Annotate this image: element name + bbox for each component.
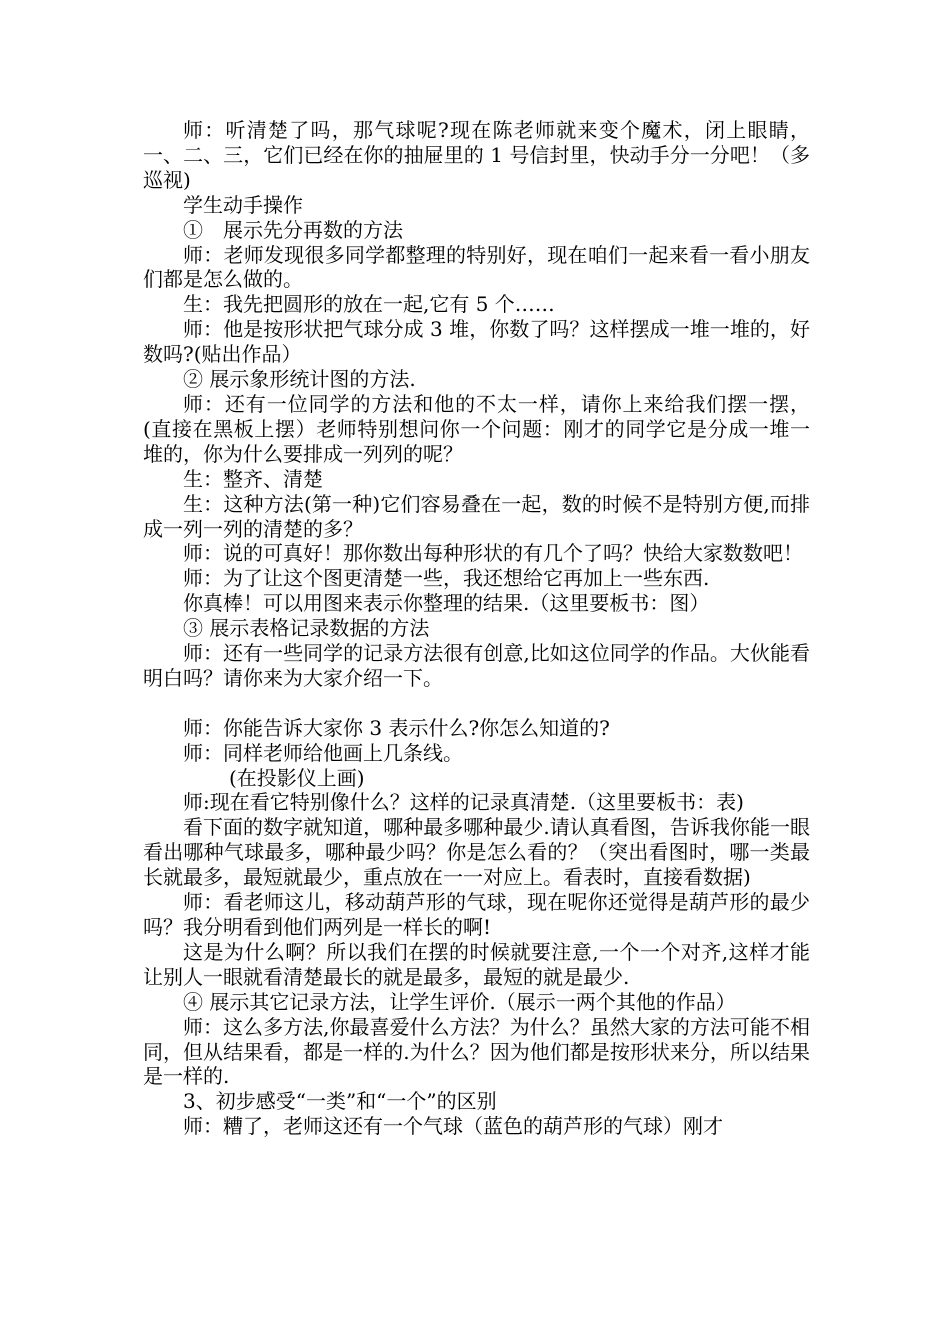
- paragraph: 师：你能告诉大家你 3 表示什么?你怎么知道的?: [183, 715, 610, 740]
- blank-line: [143, 691, 810, 716]
- paragraph: 生：我先把圆形的放在一起,它有 5 个……: [183, 292, 555, 317]
- paragraph: 生：整齐、清楚: [183, 466, 323, 491]
- paragraph: 师：还有一些同学的记录方法很有创意,比如这位同学的作品。大伙能看明白吗？请你来为大家介绍一下。: [143, 641, 810, 690]
- paragraph: ① 展示先分再数的方法: [183, 217, 403, 242]
- paragraph: ③ 展示表格记录数据的方法: [183, 616, 430, 641]
- paragraph: 师：说的可真好！那你数出每种形状的有几个了吗？快给大家数数吧！: [183, 541, 803, 566]
- paragraph: 师：老师发现很多同学都整理的特别好，现在咱们一起来看一看小朋友们都是怎么做的。: [143, 242, 810, 292]
- paragraph: 师：糟了，老师这还有一个气球（蓝色的葫芦形的气球）刚才: [183, 1114, 723, 1139]
- paragraph: 看下面的数字就知道，哪种最多哪种最少.请认真看图，告诉我你能一眼看出哪种气球最多，哪种最少吗？你是怎么看的？（突出看图时，哪一类最长就最多，最短就最少，重点放在一一对应上。看表时，直接看数据): [143, 815, 810, 890]
- paragraph: ④ 展示其它记录方法，让学生评价.（展示一两个其他的作品）: [183, 989, 736, 1014]
- paragraph: 师：看老师这儿，移动葫芦形的气球，现在呢你还觉得是葫芦形的最少吗？我分明看到他们两列是一样长的啊!: [143, 890, 810, 939]
- paragraph: 师：为了让这个图更清楚一些，我还想给它再加上一些东西.: [183, 566, 710, 591]
- paragraph: 学生动手操作: [183, 192, 303, 217]
- paragraph: (在投影仪上画): [229, 765, 365, 790]
- paragraph: 师：听清楚了吗，那气球呢?现在陈老师就来变个魔术，闭上眼睛，一、二、三，它们已经在你的抽屉里的 1 号信封里，快动手分一分吧！（多巡视): [143, 118, 810, 192]
- paragraph: 师:现在看它特别像什么？这样的记录真清楚.（这里要板书：表): [183, 790, 744, 815]
- paragraph: 你真棒！可以用图来表示你整理的结果.（这里要板书：图）: [183, 591, 710, 616]
- paragraph: 师：这么多方法,你最喜爱什么方法？为什么？虽然大家的方法可能不相同，但从结果看，都是一样的.为什么？因为他们都是按形状来分，所以结果是一样的.: [143, 1014, 810, 1089]
- paragraph: 3、初步感受“一类”和“一个”的区别: [183, 1089, 497, 1114]
- paragraph: 师：他是按形状把气球分成 3 堆，你数了吗？这样摆成一堆一堆的，好数吗?(贴出作品）: [143, 317, 810, 367]
- paragraph: 这是为什么啊？所以我们在摆的时候就要注意,一个一个对齐,这样才能让别人一眼就看清楚最长的就是最多，最短的就是最少.: [143, 939, 810, 989]
- paragraph: 生：这种方法(第一种)它们容易叠在一起，数的时候不是特别方便,而排成一列一列的清楚的多？: [143, 491, 810, 541]
- paragraph: 师：还有一位同学的方法和他的不太一样，请你上来给我们摆一摆，(直接在黑板上摆）老师特别想问你一个问题：刚才的同学它是分成一堆一堆的，你为什么要排成一列列的呢？: [143, 391, 810, 466]
- paragraph: ② 展示象形统计图的方法.: [183, 367, 416, 392]
- paragraph: 师：同样老师给他画上几条线。: [183, 740, 463, 765]
